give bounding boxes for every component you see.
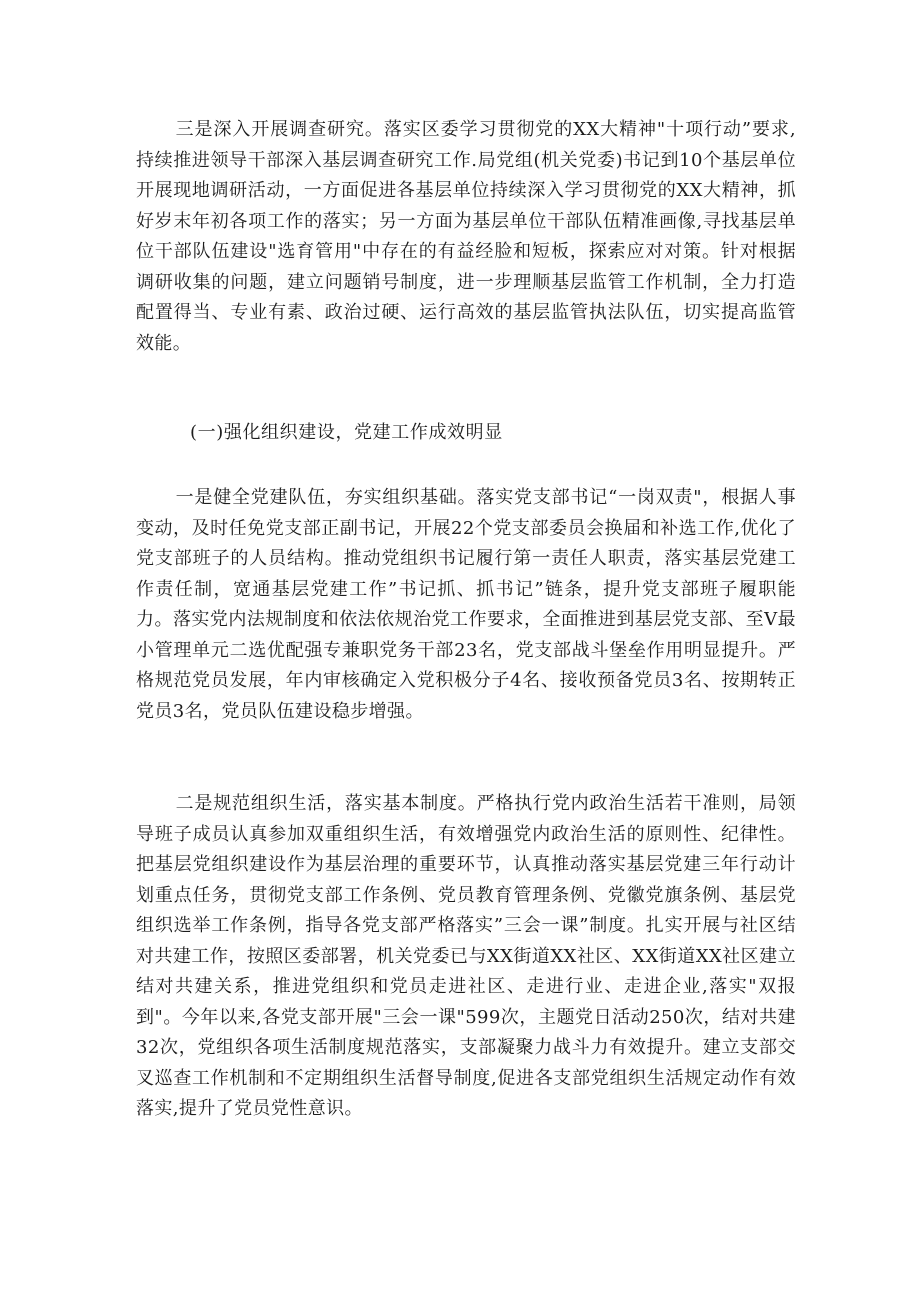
section-heading: (一)强化组织建设，党建工作成效明显 (190, 422, 503, 443)
paragraph-party-team: 一是健全党建队伍，夯实组织基础。落实党支部书记“一岗双责"，根据人事变动，及时任免党支部正副书记，开展22个党支部委员会换届和补选工作,优化了党支部班子的人员结构。推动党组织书记履行第一责任人职责，落实基层党建工作责任制，宽通基层党建工作”书记抓、抓书记”链条，提升党支部班子履职能力。落实党内法规制度和依法依规治党工作要求，全面推进到基层党支部、至V最小管理单元二选优配强专兼职党务干部23名，党支部战斗堡垒作用明显提升。严格规范党员发展，年内审核确定入党积极分子4名、接收预备党员3名、按期转正党员3名，党员队伍建设稳步增强。 (136, 487, 796, 722)
paragraph-investigation-research: 三是深入开展调查研究。落实区委学习贯彻党的XX大精神"十项行动”要求,持续推进领导干部深入基层调查研究工作.局党组(机关党委)书记到10个基层单位开展现地调研活动，一方面促进各基层单位持续深入学习贯彻党的XX大精神，抓好岁末年初各项工作的落实；另一方面为基层单位干部队伍精准画像,寻找基层单位干部队伍建设"选育管用"中存在的有益经脸和短板，探索应对对策。针对根据调研收集的问题，建立问题销号制度，进一步理顺基层监管工作机制，全力打造配置得当、专业有素、政治过硬、运行高效的基层监管执法队伍，切实提高监管效能。 (136, 119, 796, 354)
paragraph-organization-life: 二是规范组织生活，落实基本制度。严格执行党内政治生活若干准则，局领导班子成员认真参加双重组织生活，有效增强党内政治生活的原则性、纪律性。把基层党组织建设作为基层治理的重要环节，认真推动落实基层党建三年行动计划重点任务，贯彻党支部工作条例、党员教育管理条例、党徽党旗条例、基层党组织选举工作条例，指导各党支部严格落实”三会一课”制度。扎实开展与社区结对共建工作，按照区委部署，机关党委已与XX街道XX社区、XX街道XX社区建立结对共建关系，推进党组织和党员走进社区、走进行业、走进企业,落实"双报到"。今年以来,各党支部开展"三会一课"599次，主题党日活动250次，结对共建32次，党组织各项生活制度规范落实，支部凝聚力战斗力有效提升。建立支部交叉巡查工作机制和不定期组织生活督导制度,促进各支部党组织生活规定动作有效落实,提升了党员党性意识。 (136, 793, 796, 1119)
